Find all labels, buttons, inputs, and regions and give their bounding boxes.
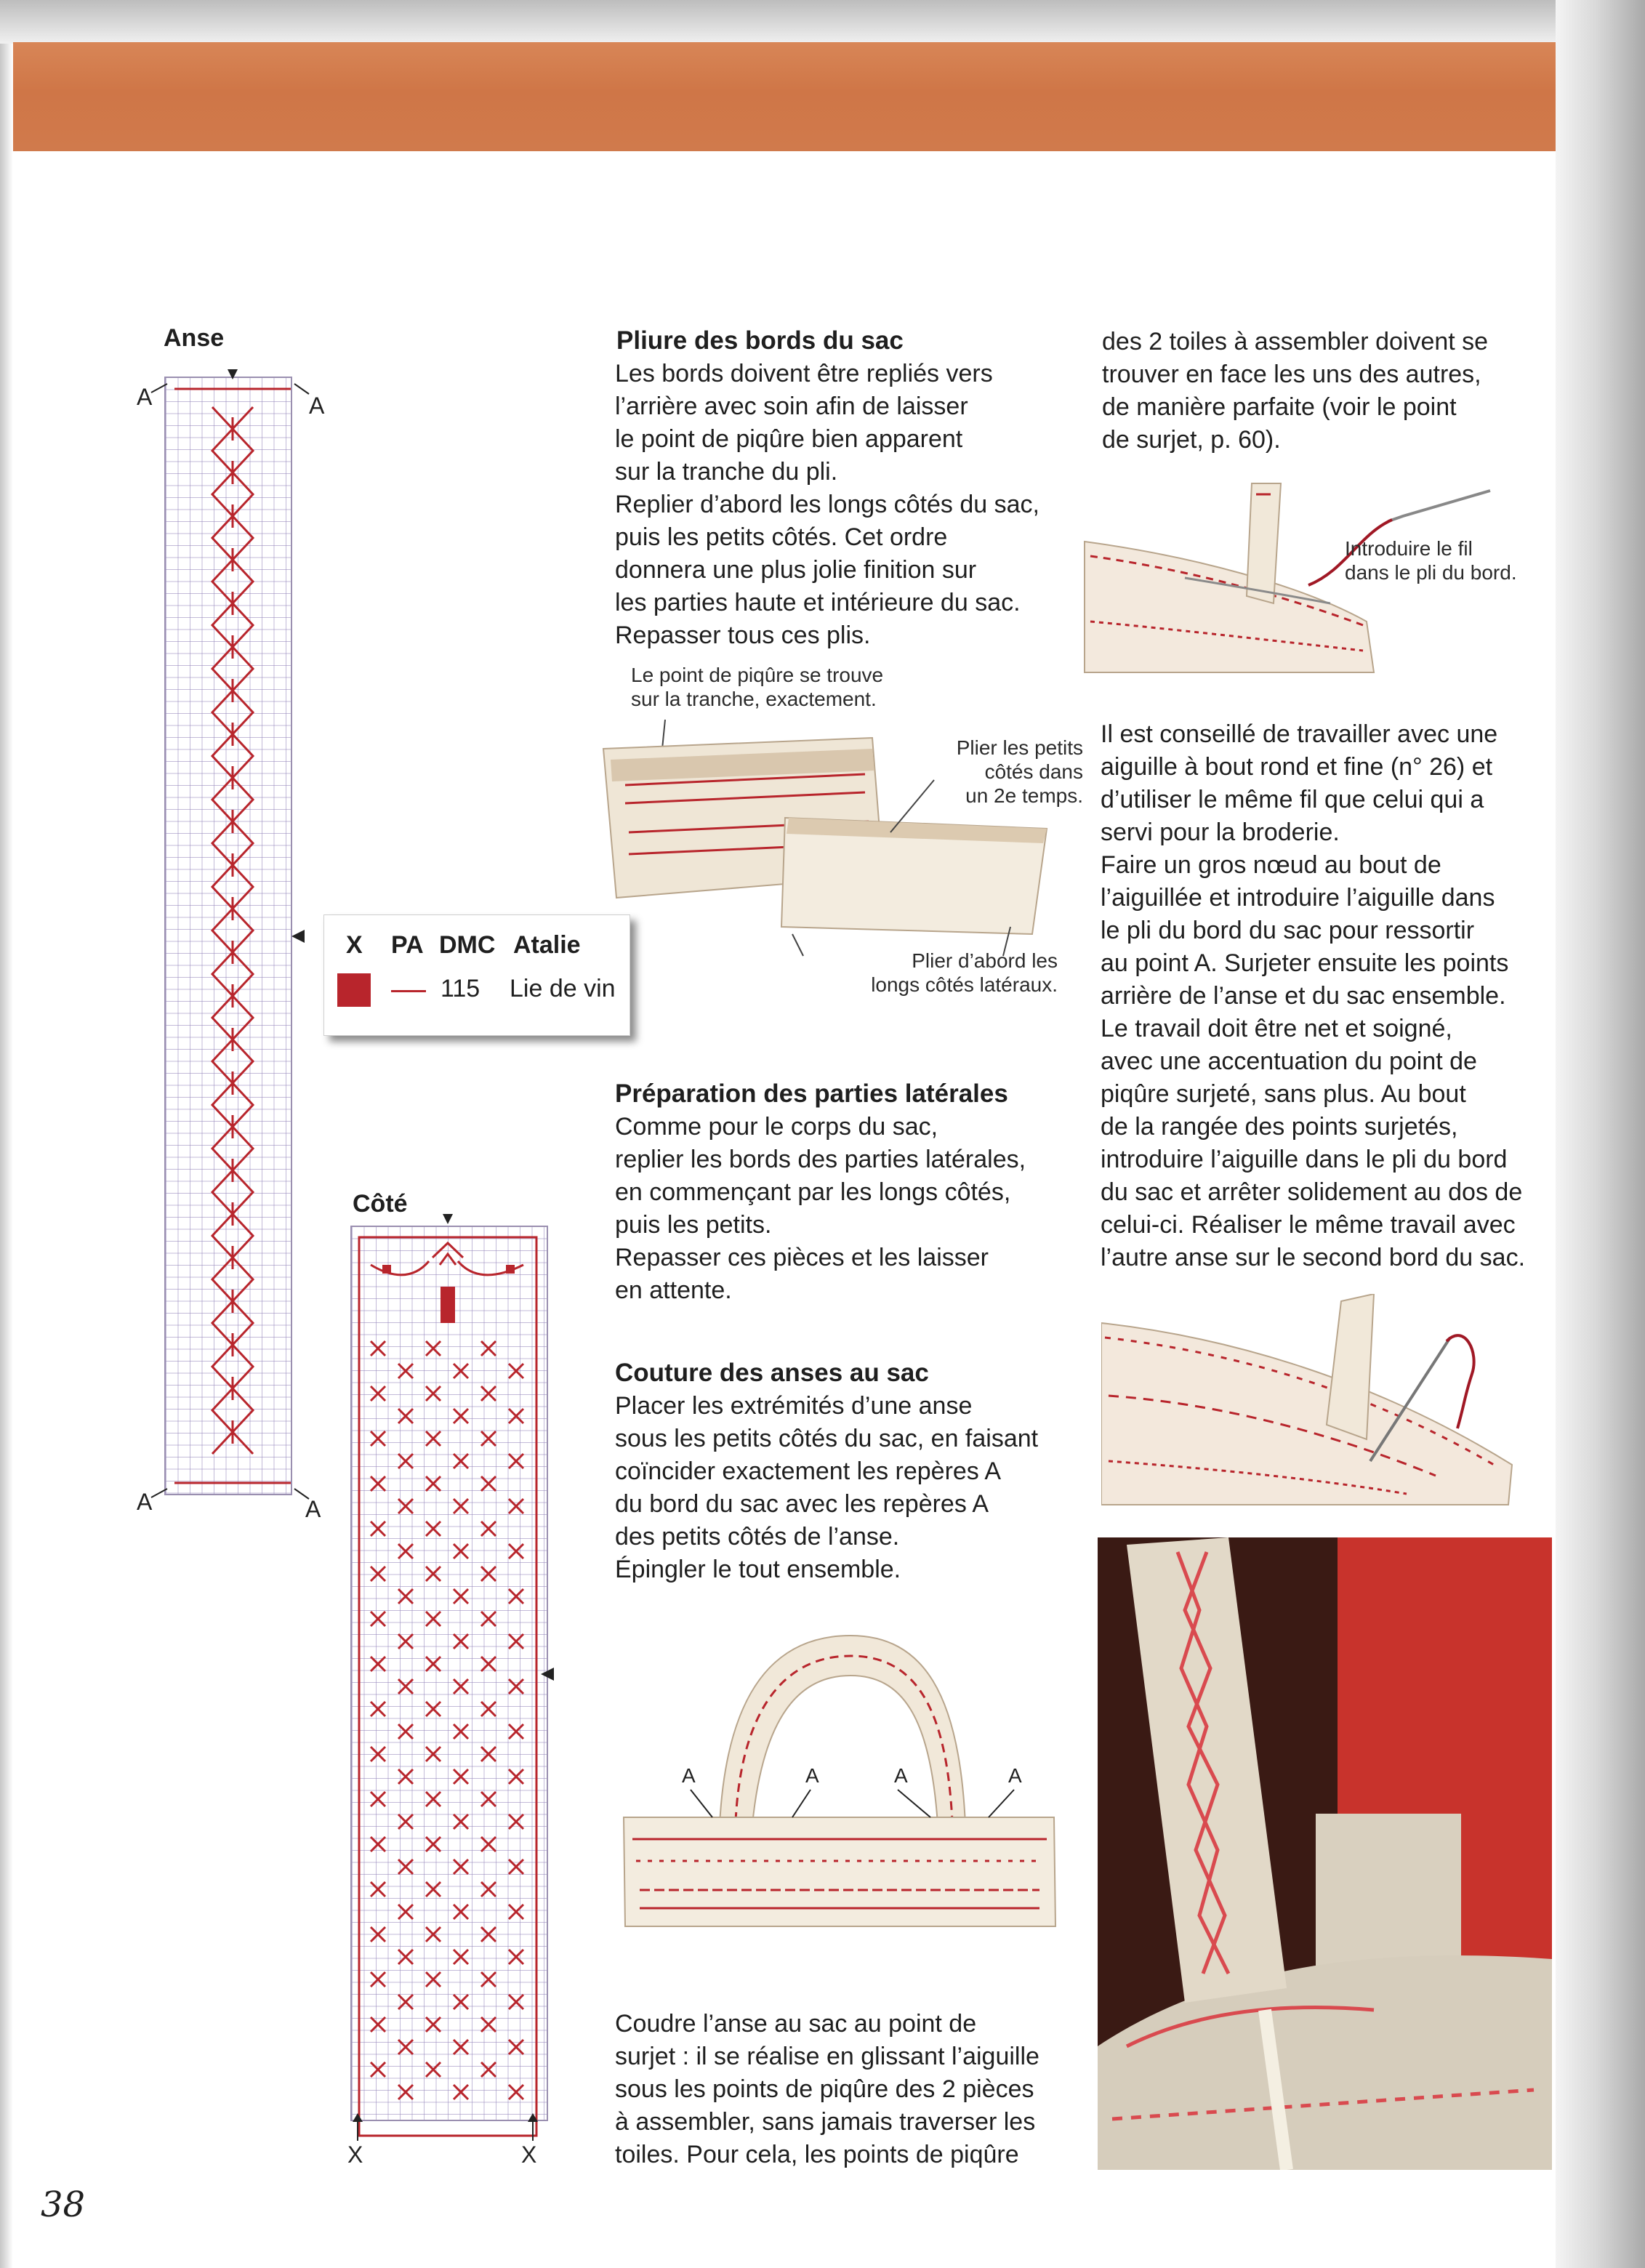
- caption-point-piqure: Le point de piqûre se trouve sur la tranche, exactement.: [631, 664, 884, 710]
- section-body-couture: Placer les extrémités d’une anse sous les petits côtés du sac, en faisant coïncider exactement les repères A du bord du sac avec les repères A des petits côtés de l’anse. Épingler le tout ensemble.: [615, 1392, 1039, 1583]
- section-title-preparation: Préparation des parties latérales: [615, 1079, 1008, 1108]
- legend-color-swatch: [337, 973, 371, 1007]
- cote-center-arrow-icon: [536, 1665, 558, 1686]
- cote-chart-pattern: [342, 1207, 560, 2152]
- legend-header-dmc: DMC: [439, 931, 496, 959]
- section-body-pliure: Les bords doivent être repliés vers l’arrière avec soin afin de laisser le point de piqûre bien apparent sur la tranche du pli. Replier d’abord les longs côtés du sac, puis les petits côtés. Cet ordre donnera une plus jolie finition sur les parties haute et intérieure du sac. Repasser tous ces plis.: [615, 360, 1039, 649]
- bag-handle-illustration: [611, 1621, 1076, 1934]
- caption-plier-longs-cotes: Plier d’abord les longs côtés latéraux.: [871, 949, 1058, 996]
- page-gutter-shadow: [1556, 0, 1645, 2268]
- section-body-surjet: Coudre l’anse au sac au point de surjet : il se réalise en glissant l’aiguille sous les points de piqûre des 2 pièces à assembler, sans jamais traverser les toiles. Pour cela, les points de piqûre: [615, 2010, 1039, 2168]
- cote-marker-x-right: X: [521, 2142, 537, 2168]
- caption-introduire-fil: Introduire le fil dans le pli du bord.: [1345, 537, 1517, 584]
- svg-text:A: A: [682, 1764, 696, 1787]
- anse-marker-a-top-right: A: [309, 393, 325, 419]
- page-left-edge: [0, 44, 13, 2268]
- header-color-band: [13, 42, 1605, 151]
- section-title-couture: Couture des anses au sac: [615, 1359, 929, 1387]
- anse-marker-a-bottom-left: A: [137, 1489, 153, 1515]
- legend-header-x: X: [346, 931, 363, 959]
- cote-label: Côté: [353, 1190, 408, 1218]
- cote-marker-x-left: X: [347, 2142, 363, 2168]
- svg-text:A: A: [805, 1764, 819, 1787]
- bag-photo: [1098, 1537, 1552, 2170]
- anse-center-arrow-icon: [287, 927, 309, 949]
- legend-atalie-value: Lie de vin: [510, 975, 616, 1002]
- legend-header-atalie: Atalie: [513, 931, 581, 959]
- overcast-stitch-illustration: [1101, 1294, 1552, 1512]
- main-instructions: Il est conseillé de travailler avec une aiguille à bout rond et fine (n° 26) et d’utiliser le même fil que celui qui a servi pour la broderie. Faire un gros nœud au bout de l’aiguillée et introduire l’aiguille dans le pli du bord du sac pour ressortir au point A. Surjeter ensuite les points arrière de l’anse et du sac ensemble. Le travail doit être net et soigné, avec une accentuation du point de piqûre surjeté, sans plus. Au bout de la rangée des points surjetés, introduire l’aiguille dans le pli du bord du sac et arrêter solidement au dos de celui-ci. Réaliser le même travail avec l’autre anse sur le second bord du sac.: [1101, 720, 1526, 1271]
- continued-text: des 2 toiles à assembler doivent se trouver en face les uns des autres, de manière parfaite (voir le point de surjet, p. 60).: [1102, 328, 1489, 454]
- color-legend: [323, 914, 630, 1036]
- anse-marker-a-bottom-right: A: [305, 1496, 321, 1522]
- anse-marker-a-top-left: A: [137, 384, 153, 410]
- cote-bottom-arrows: [345, 2112, 549, 2144]
- page-top-shadow: [0, 0, 1645, 44]
- caption-plier-petits-cotes: Plier les petits côtés dans un 2e temps.: [956, 736, 1083, 807]
- page-number: 38: [41, 2184, 86, 2225]
- svg-text:A: A: [1008, 1764, 1022, 1787]
- legend-dmc-value: 115: [441, 975, 480, 1002]
- anse-label: Anse: [164, 324, 225, 352]
- legend-backstitch-symbol: [391, 990, 426, 992]
- svg-text:A: A: [894, 1764, 908, 1787]
- section-title-pliure: Pliure des bords du sac: [616, 326, 904, 355]
- legend-header-pa: PA: [391, 931, 424, 959]
- section-body-preparation: Comme pour le corps du sac, replier les bords des parties latérales, en commençant par les longs côtés, puis les petits. Repasser ces pièces et les laisser en attente.: [615, 1113, 1026, 1304]
